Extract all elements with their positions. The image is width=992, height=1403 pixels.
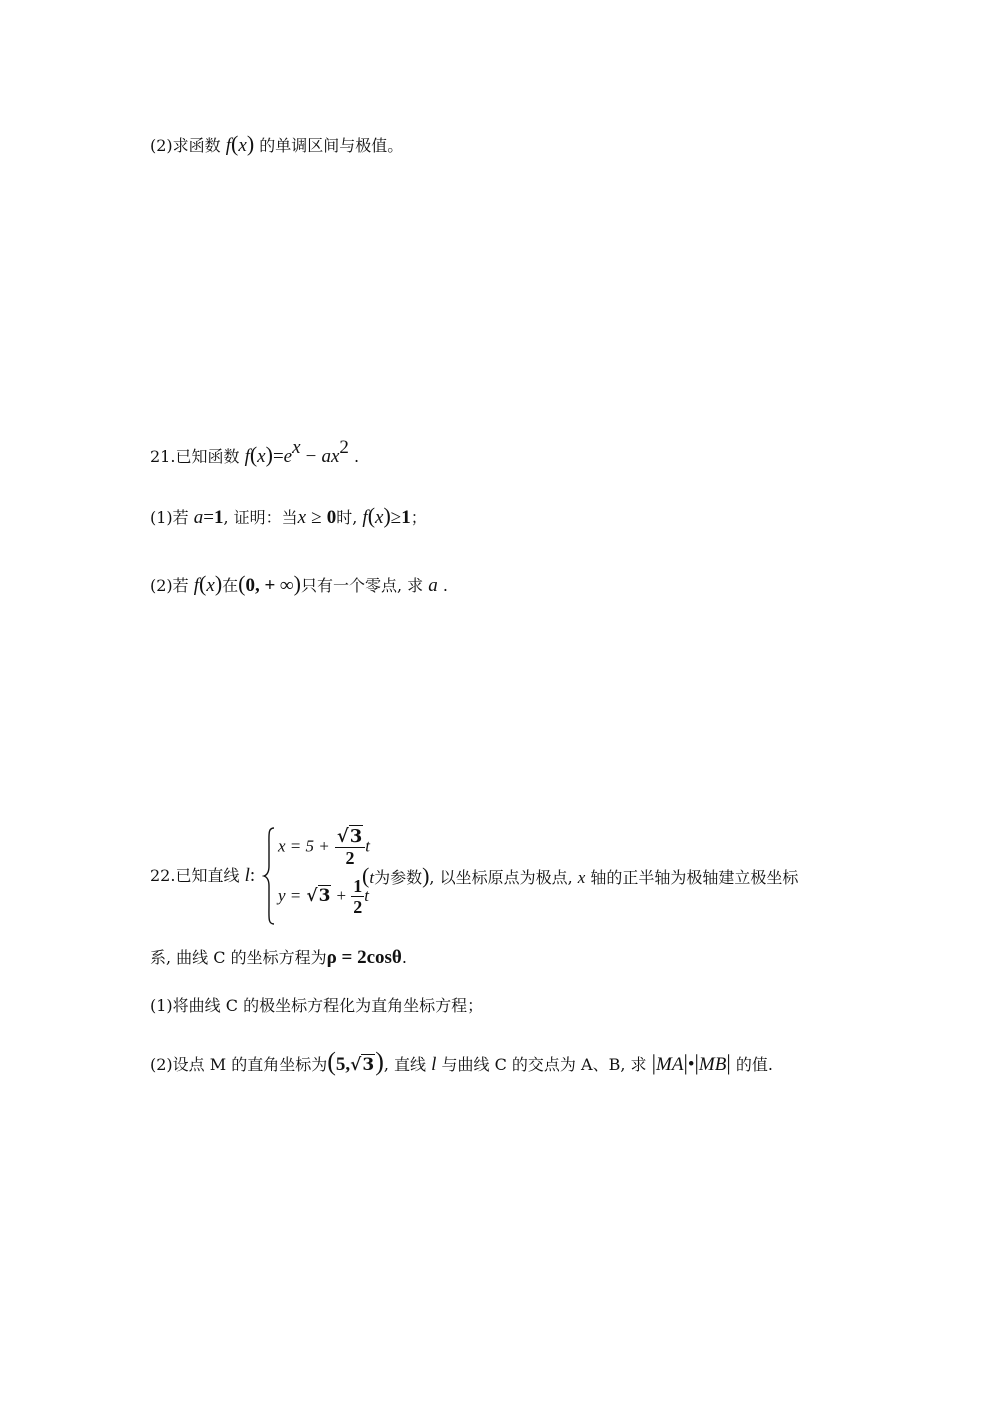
q21-number: 21. — [150, 447, 176, 466]
q22-colon: : — [249, 865, 256, 886]
open-paren: ( — [362, 863, 370, 888]
open-paren: ( — [238, 571, 246, 596]
q21-part2-interval: 0, + ∞ — [245, 575, 294, 596]
q21-part2-prefix: (2)若 — [150, 576, 189, 595]
close-paren: ) — [214, 571, 223, 596]
q21-part1 — [150, 504, 427, 530]
q22-part2-pt-x: 5, — [335, 1054, 351, 1075]
close-paren: ) — [265, 442, 273, 467]
q21-part2-zai: 在 — [222, 576, 239, 595]
q22-part1 — [150, 994, 483, 1018]
abs-bar: | — [651, 1050, 657, 1075]
eq2-root: 3 — [318, 886, 331, 906]
q21-part1-geq2: ≥ — [390, 507, 402, 528]
q21-term1: e — [283, 446, 293, 467]
q21-part1-geq: ≥ — [311, 507, 322, 528]
q22-part2-ma: MA — [656, 1054, 684, 1075]
q21-end: . — [353, 447, 360, 466]
q21-func: f — [244, 446, 250, 467]
q21-part1-x: x — [297, 507, 307, 528]
sqrt-symbol: √3 — [336, 826, 363, 847]
sqrt-symbol: √3 — [306, 886, 331, 906]
q21-minus: − — [305, 446, 317, 467]
q22-line2-prefix: 系, 曲线 C 的坐标方程为 — [150, 948, 327, 967]
q22-part2-mb: MB — [698, 1054, 727, 1075]
q22-curve-eq — [150, 946, 407, 970]
q21-equals: = — [272, 446, 284, 467]
q22-part2 — [150, 1047, 773, 1077]
eq2-t: t — [364, 886, 369, 905]
q20-func-var: x — [238, 135, 247, 156]
abs-bar: | — [726, 1050, 731, 1075]
q21-part1-prefix: (1)若 — [150, 508, 189, 527]
q21-term2-exp: 2 — [339, 437, 349, 458]
q21-part1-mid: , 证明：当 — [223, 508, 298, 527]
q21-part1-one: 1 — [213, 507, 224, 528]
q22-part2-mid2: 与曲线 C 的交点为 A、B, 求 — [441, 1055, 647, 1074]
eq2-lhs: y = — [278, 886, 302, 905]
equation-y — [278, 876, 369, 917]
q21-part1-eq: = — [203, 507, 214, 528]
q20-func-name: f — [225, 135, 232, 156]
close-paren: ) — [375, 1047, 384, 1076]
q21-part1-mid2: 时, — [336, 508, 358, 527]
q22-part2-prefix: (2)设点 M 的直角坐标为 — [150, 1055, 328, 1074]
q21-part1-one2: 1 — [401, 507, 411, 528]
q21-part1-f: f — [362, 507, 368, 528]
q21-part1-zero: 0 — [326, 507, 337, 528]
q21-part1-fx: x — [375, 507, 384, 528]
close-paren: ) — [293, 571, 301, 596]
q22-part2-end: 的值. — [735, 1055, 773, 1074]
q22-line-l: l — [244, 865, 250, 886]
q22-param-text: 为参数 — [374, 868, 423, 887]
q21-part1-end: ； — [410, 508, 427, 527]
sqrt-symbol: √3 — [350, 1055, 375, 1075]
eq2-den: 2 — [353, 897, 363, 917]
q20-part2 — [150, 132, 403, 158]
open-paren: ( — [367, 503, 376, 528]
q22-part2-mid: , 直线 — [383, 1055, 427, 1074]
eq2-plus: + — [336, 886, 347, 905]
q22-line2-theta: θ — [391, 947, 402, 968]
close-paren: ) — [422, 863, 430, 888]
q21-intro: 已知函数 — [175, 447, 240, 466]
abs-bar: | — [694, 1050, 699, 1075]
q22-number: 22. — [150, 866, 176, 885]
q21-part2-a: a — [428, 575, 438, 596]
q22-after-param: , 以坐标原点为极点, — [429, 868, 573, 887]
q22-part2-pt-root: 3 — [362, 1055, 375, 1075]
q22-stem-start — [150, 864, 255, 888]
q22-after-axis: 轴的正半轴为极轴建立极坐标 — [590, 868, 799, 887]
brace-icon — [262, 826, 276, 926]
q21-part2-suffix: 只有一个零点, 求 — [300, 576, 424, 595]
eq1-root: 3 — [349, 826, 363, 847]
q20-part2-prefix: (2)求函数 — [150, 136, 221, 155]
q21-var: x — [257, 446, 266, 467]
q22-part2-dot: • — [687, 1054, 695, 1075]
eq1-lhs: x = 5 + — [278, 836, 330, 856]
abs-bar: | — [683, 1050, 688, 1075]
q21-stem — [150, 436, 359, 469]
close-paren: ) — [383, 503, 391, 528]
eq1-t: t — [365, 836, 370, 856]
q21-part2-f: f — [193, 575, 200, 596]
open-paren: ( — [249, 442, 258, 467]
q21-term2: ax — [321, 446, 340, 467]
open-paren: ( — [199, 571, 207, 596]
q22-intro: 已知直线 — [175, 866, 240, 885]
q21-term1-exp: x — [292, 437, 301, 458]
q22-part2-l: l — [431, 1054, 437, 1075]
q22-part1-text: (1)将曲线 C 的极坐标方程化为直角坐标方程； — [150, 996, 484, 1015]
eq1-den: 2 — [345, 848, 355, 868]
q22-stem-rest — [362, 864, 798, 890]
q21-part2-end: . — [442, 576, 448, 595]
eq2-num: 1 — [353, 876, 363, 896]
open-paren: ( — [327, 1047, 336, 1076]
q21-part1-a: a — [193, 507, 204, 528]
eq1-fraction — [335, 826, 365, 868]
q20-part2-suffix: 的单调区间与极值。 — [259, 136, 404, 155]
open-paren: ( — [231, 131, 239, 156]
q22-param-t: t — [369, 868, 375, 887]
q22-line2-eq: ρ = 2cos — [326, 947, 392, 968]
equation-x — [278, 826, 370, 868]
q22-axis-x: x — [577, 868, 586, 887]
q22-line2-end: . — [401, 948, 407, 967]
close-paren: ) — [246, 131, 255, 156]
q21-part2-x: x — [206, 575, 215, 596]
q21-part2 — [150, 572, 448, 598]
